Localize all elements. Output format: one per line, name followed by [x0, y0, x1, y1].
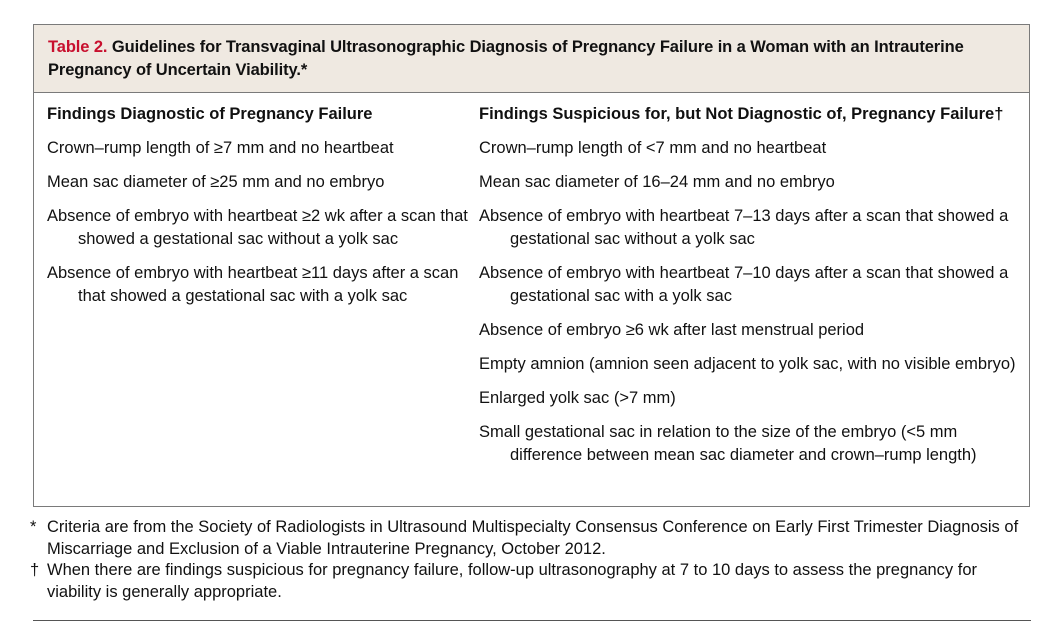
table-caption	[34, 25, 1029, 93]
suspicious-finding: Mean sac diameter of 16–24 mm and no embryo	[479, 173, 835, 191]
guidelines-table	[33, 24, 1030, 507]
bottom-divider	[33, 620, 1031, 621]
table-title: Guidelines for Transvaginal Ultrasonographic Diagnosis of Pregnancy Failure in a Woman with an Intrauterine Pregnancy of Uncertain Viability.*	[48, 38, 964, 79]
footnote-mark: *	[30, 518, 37, 536]
diagnostic-column-header: Findings Diagnostic of Pregnancy Failure	[47, 105, 373, 123]
suspicious-finding: Small gestational sac in relation to the size of the embryo (<5 mm difference between mean sac diameter and crown–rump length)	[479, 423, 977, 464]
footnote-mark: †	[30, 561, 40, 579]
diagnostic-finding: Absence of embryo with heartbeat ≥11 days after a scan that showed a gestational sac with a yolk sac	[47, 264, 459, 305]
diagnostic-finding: Mean sac diameter of ≥25 mm and no embryo	[47, 173, 385, 191]
suspicious-finding: Enlarged yolk sac (>7 mm)	[479, 389, 676, 407]
diagnostic-findings-column	[47, 103, 472, 319]
suspicious-finding: Absence of embryo with heartbeat 7–13 days after a scan that showed a gestational sac without a yolk sac	[479, 207, 1009, 248]
footnote-follow-up	[30, 560, 1035, 603]
table-label: Table 2.	[48, 38, 108, 56]
suspicious-finding: Absence of embryo with heartbeat 7–10 days after a scan that showed a gestational sac with a yolk sac	[479, 264, 1009, 305]
footnote-criteria	[30, 517, 1035, 560]
suspicious-findings-column	[479, 103, 1024, 478]
table-footnotes	[30, 517, 1035, 603]
suspicious-finding: Absence of embryo ≥6 wk after last menstrual period	[479, 321, 865, 339]
footnote-text: Criteria are from the Society of Radiologists in Ultrasound Multispecialty Consensus Conference on Early First Trimester Diagnosis of Miscarriage and Exclusion of a Viable Intrauterine Pregnancy, October 2012.	[47, 518, 1019, 558]
diagnostic-finding: Absence of embryo with heartbeat ≥2 wk after a scan that showed a gestational sac without a yolk sac	[47, 207, 468, 248]
diagnostic-finding: Crown–rump length of ≥7 mm and no heartbeat	[47, 139, 394, 157]
suspicious-finding: Crown–rump length of <7 mm and no heartbeat	[479, 139, 827, 157]
suspicious-column-header: Findings Suspicious for, but Not Diagnostic of, Pregnancy Failure†	[479, 105, 1004, 123]
footnote-text: When there are findings suspicious for pregnancy failure, follow-up ultrasonography at 7 to 10 days to assess the pregnancy for viability is generally appropriate.	[47, 561, 978, 601]
suspicious-finding: Empty amnion (amnion seen adjacent to yolk sac, with no visible embryo)	[479, 355, 1016, 373]
